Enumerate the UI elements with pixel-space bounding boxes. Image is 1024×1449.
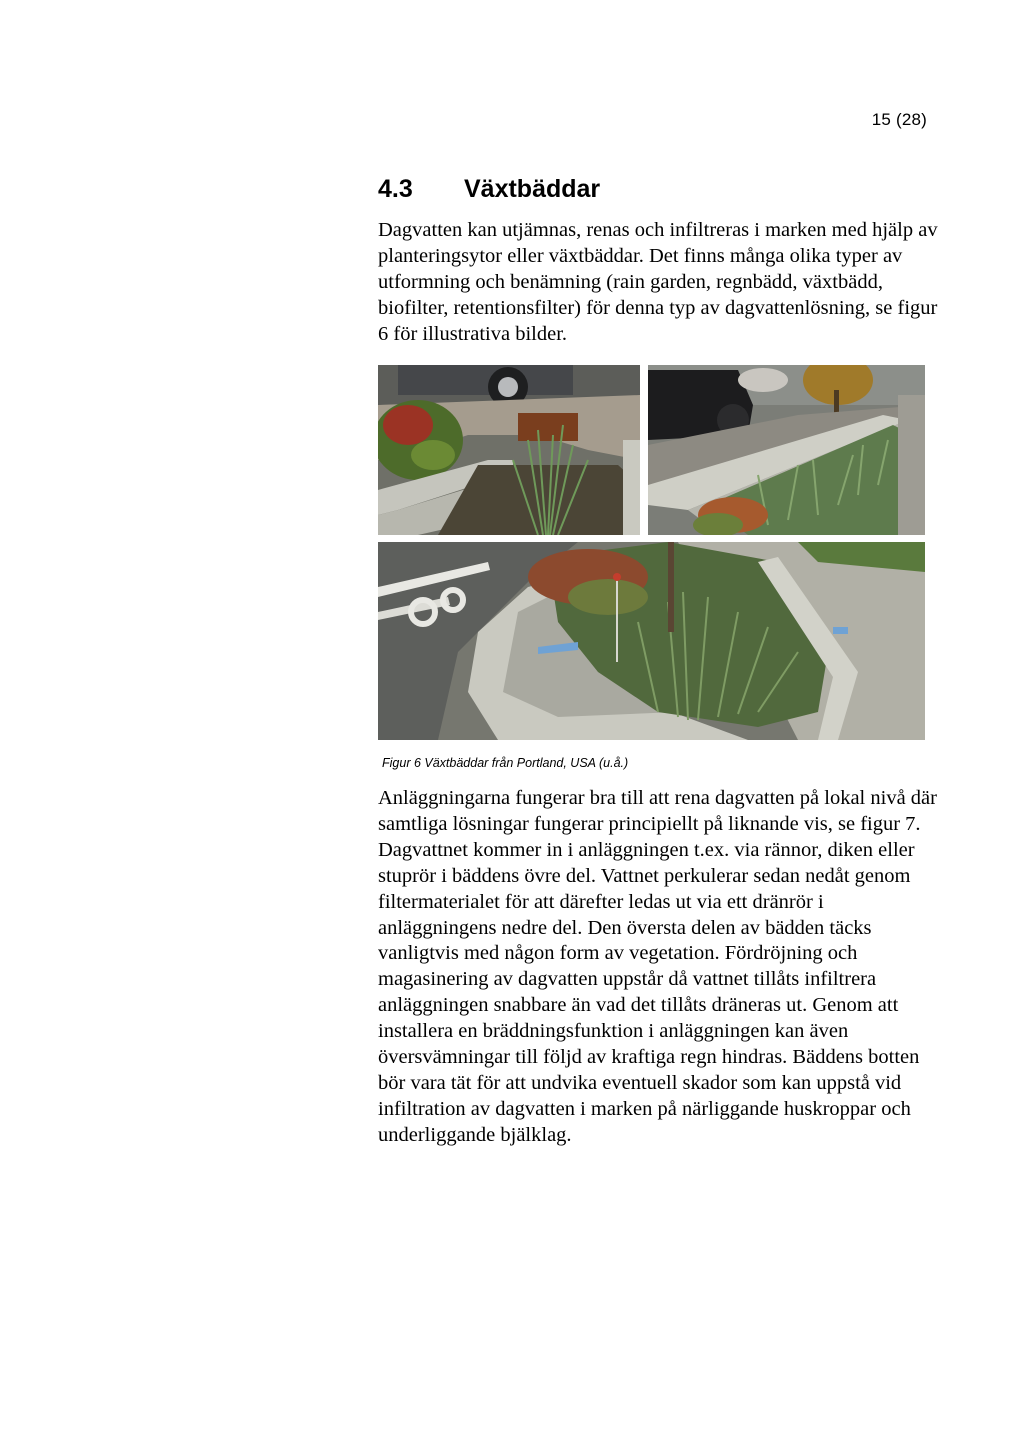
page-number: 15 (28) xyxy=(871,110,927,129)
rain-garden-street-planter-photo xyxy=(648,365,925,535)
bike-lane-curb-extension-photo xyxy=(378,542,925,740)
section-number: 4.3 xyxy=(378,175,413,203)
figure-caption: Figur 6 Växtbäddar från Portland, USA (u.å.) xyxy=(382,756,629,770)
intro-paragraph: Dagvatten kan utjämnas, renas och infiltreras i marken med hjälp av planteringsytor eller växtbäddar. Det finns många olika typer av utformning och benämning (rain garden, regnbädd, växtbädd, biofilter, retentionsfilter) för denna typ av dagvattenlösning, se figur 6 för illustrativa bilder. xyxy=(378,219,938,345)
section-heading xyxy=(378,172,600,206)
rain-garden-curb-inlet-photo xyxy=(378,365,640,535)
figure-photo-collage xyxy=(378,365,925,740)
section-title: Växtbäddar xyxy=(464,175,601,203)
body-paragraph: Anläggningarna fungerar bra till att rena dagvatten på lokal nivå där samtliga lösningar fungerar principiellt på liknande vis, se figur 7. Dagvattnet kommer in i anläggningen t.ex. via rännor, diken eller stuprör i bäddens övre del. Vattnet perkulerar sedan nedåt genom filtermaterialet för att därefter ledas ut via ett dränrör i anläggningens nedre del. Den översta delen av bädden täcks vanligtvis med någon form av vegetation. Fördröjning och magasinering av dagvatten uppstår då vattnet tillåts infiltrera anläggningen snabbare än vad det tillåts dräneras ut. Genom att installera en bräddningsfunktion i anläggningen kan även översvämningar till följd av kraftiga regn hindras. Bäddens botten bör vara tät för att undvika eventuell skador som kan uppstå vid infiltration av dagvatten i marken på närliggande huskroppar och underliggande bjälklag. xyxy=(378,787,937,1146)
